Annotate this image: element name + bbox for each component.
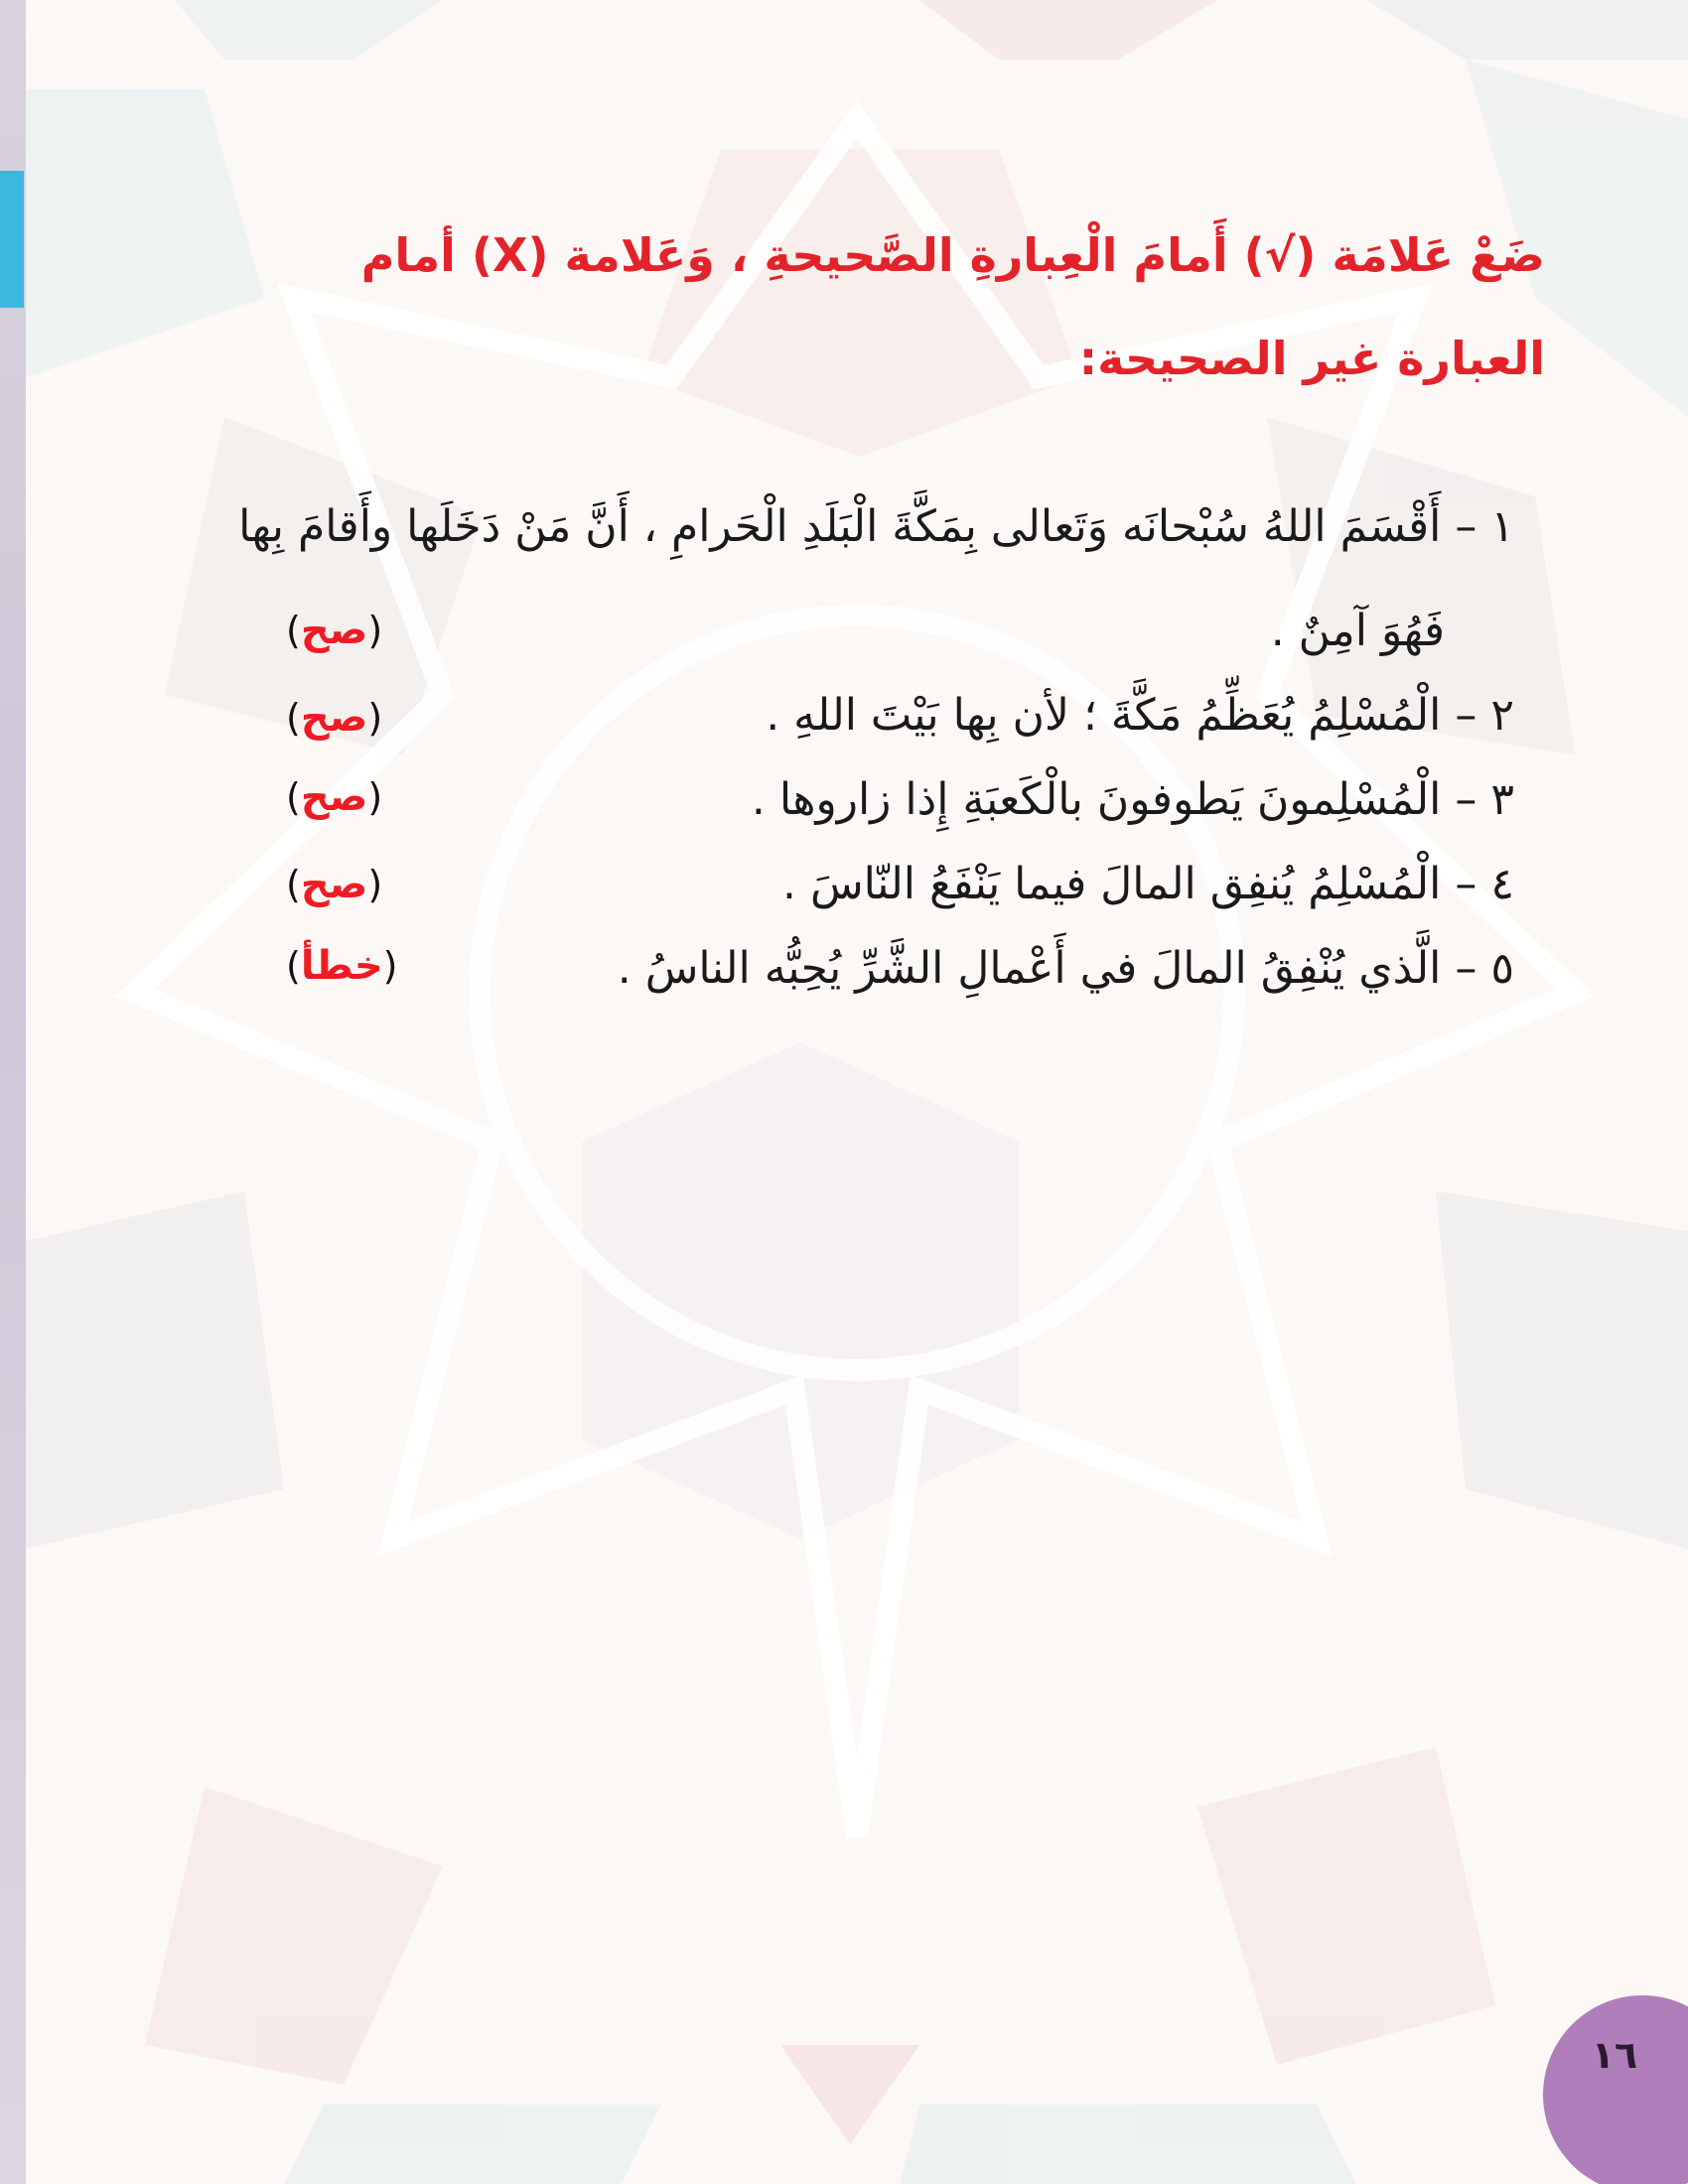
bracket-open: ( bbox=[382, 944, 398, 988]
question-4: ٤ – الْمُسْلِمُ يُنفِق المالَ فيما يَنْفَعُ النّاسَ . bbox=[782, 859, 1514, 909]
answer-1[interactable] bbox=[286, 608, 382, 653]
question-5: ٥ – الَّذي يُنْفِقُ المالَ في أَعْمالِ الشَّرِّ يُحِبُّه الناسُ . bbox=[617, 943, 1514, 994]
bracket-close: ) bbox=[286, 775, 301, 819]
answer-3[interactable] bbox=[286, 774, 382, 820]
bracket-close: ) bbox=[286, 863, 301, 906]
answer-mark: خطأ bbox=[300, 943, 383, 989]
answer-mark: صح bbox=[300, 608, 368, 653]
answer-mark: صح bbox=[300, 695, 368, 741]
question-2: ٢ – الْمُسْلِمُ يُعَظِّمُ مَكَّةَ ؛ لأن بِها بَيْتَ اللهِ . bbox=[766, 690, 1514, 741]
bracket-open: ( bbox=[367, 609, 383, 652]
chapter-tab bbox=[0, 171, 24, 308]
bracket-open: ( bbox=[367, 863, 383, 906]
bracket-close: ) bbox=[286, 609, 301, 652]
question-3: ٣ – الْمُسْلِمونَ يَطوفونَ بالْكَعبَةِ إِذا زاروها . bbox=[751, 774, 1514, 825]
answer-mark: صح bbox=[300, 774, 368, 820]
question-1-line-1: ١ – أَقْسَمَ اللهُ سُبْحانَه وَتَعالى بِمَكَّةَ الْبَلَدِ الْحَرامِ ، أَنَّ مَنْ دَخَلَها وأَقامَ بِها bbox=[238, 501, 1514, 552]
answer-mark: صح bbox=[300, 862, 368, 907]
workbook-page bbox=[26, 0, 1688, 2184]
bracket-close: ) bbox=[286, 944, 301, 988]
bracket-open: ( bbox=[367, 696, 383, 740]
left-edge-strip bbox=[0, 0, 26, 2184]
bracket-open: ( bbox=[367, 775, 383, 819]
question-1-line-2: فَهُوَ آمِنٌ . bbox=[1270, 606, 1445, 656]
answer-4[interactable] bbox=[286, 862, 382, 907]
page-number: ١٦ bbox=[1591, 2033, 1638, 2077]
exercise-instruction: ضَعْ عَلامَة (√) أَمامَ الْعِبارةِ الصَّحيحةِ ، وَعَلامة (X) أمام العبارة غير الصحيحة: bbox=[360, 228, 1545, 385]
answer-2[interactable] bbox=[286, 695, 382, 741]
answer-5[interactable] bbox=[286, 943, 397, 989]
bracket-close: ) bbox=[286, 696, 301, 740]
